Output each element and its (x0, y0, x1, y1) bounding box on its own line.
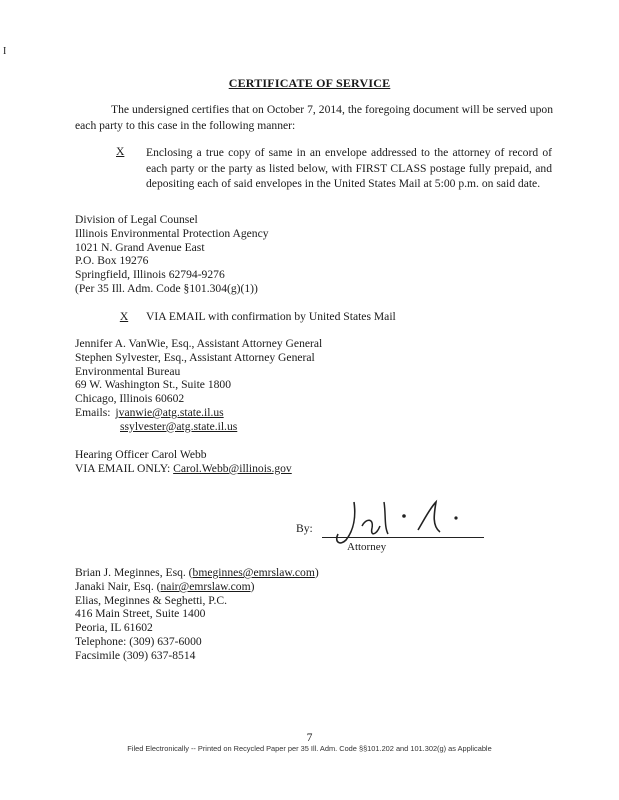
service-option-email (112, 310, 396, 324)
recipient-address-iepa (75, 213, 269, 296)
signer-name: Brian J. Meginnes, Esq. ( (75, 566, 193, 579)
address-line: (Per 35 Ill. Adm. Code §101.304(g)(1)) (75, 281, 258, 295)
hearing-officer-email-line (75, 462, 292, 476)
page-number: 7 (306, 731, 313, 744)
signature-role: Attorney (347, 541, 387, 553)
emails-line-2 (75, 420, 322, 434)
firm-telephone: Telephone: (309) 637-6000 (75, 634, 202, 648)
address-line: 69 W. Washington St., Suite 1800 (75, 378, 232, 392)
signer-line-nair (75, 580, 319, 594)
address-line: P.O. Box 19276 (75, 254, 149, 268)
address-line: 1021 N. Grand Avenue East (75, 240, 205, 254)
address-line: Division of Legal Counsel (75, 213, 198, 226)
hearing-officer-name: Hearing Officer Carol Webb (75, 448, 207, 461)
address-line: Illinois Environmental Protection Agency (75, 226, 269, 240)
email-link-vanwie[interactable]: jvanwie@atg.state.il.us (115, 405, 224, 419)
service-option-email-mark: X (119, 310, 129, 323)
email-link-webb[interactable]: Carol.Webb@illinois.gov (173, 461, 292, 475)
hearing-email-prefix: VIA EMAIL ONLY: (75, 461, 174, 475)
paren-close: ) (250, 579, 255, 593)
firm-street: 416 Main Street, Suite 1400 (75, 607, 206, 621)
recipient-address-ag (75, 337, 322, 434)
service-option-mail-mark: X (116, 145, 125, 158)
address-line: Chicago, Illinois 60602 (75, 392, 185, 406)
margin-mark: I (3, 46, 7, 57)
address-line: Springfield, Illinois 62794-9276 (75, 268, 225, 282)
firm-city: Peoria, IL 61602 (75, 621, 153, 635)
signer-contact-block (75, 566, 319, 663)
address-line: Jennifer A. VanWie, Esq., Assistant Attorney General (75, 337, 323, 350)
page-footer: Filed Electronically -- Printed on Recycled Paper per 35 Ill. Adm. Code §§101.202 and 101.302(g) as Applicable (127, 744, 492, 753)
signer-name: Janaki Nair, Esq. ( (75, 579, 161, 593)
document-title: CERTIFICATE OF SERVICE (228, 76, 391, 90)
firm-name: Elias, Meginnes & Seghetti, P.C. (75, 593, 228, 607)
signature-line (322, 537, 484, 538)
email-link-nair[interactable]: nair@emrslaw.com (160, 579, 251, 593)
hearing-officer-block (75, 448, 292, 476)
paren-close: ) (314, 566, 319, 579)
service-option-mail-text: Enclosing a true copy of same in an envelope addressed to the attorney of record of each party or the party as listed below, with FIRST CLASS postage fully prepaid, and depositing each of said envelopes in the United States Mail at 5:00 p.m. on said date. (146, 146, 552, 191)
by-label: By: (296, 522, 313, 535)
signer-line-meginnes (75, 566, 319, 580)
email-link-sylvester[interactable]: ssylvester@atg.state.il.us (120, 419, 238, 433)
firm-facsimile: Facsimile (309) 637-8514 (75, 648, 196, 662)
email-link-meginnes[interactable]: bmeginnes@emrslaw.com (192, 566, 315, 579)
emails-label: Emails: (75, 405, 111, 419)
intro-paragraph: The undersigned certifies that on October 7, 2014, the foregoing document will be served upon each party to this case in the following manner: (75, 103, 553, 132)
emails-line (75, 406, 322, 420)
address-line: Environmental Bureau (75, 364, 181, 378)
service-option-email-text: VIA EMAIL with confirmation by United States Mail (146, 310, 396, 323)
address-line: Stephen Sylvester, Esq., Assistant Attorney General (75, 350, 315, 364)
